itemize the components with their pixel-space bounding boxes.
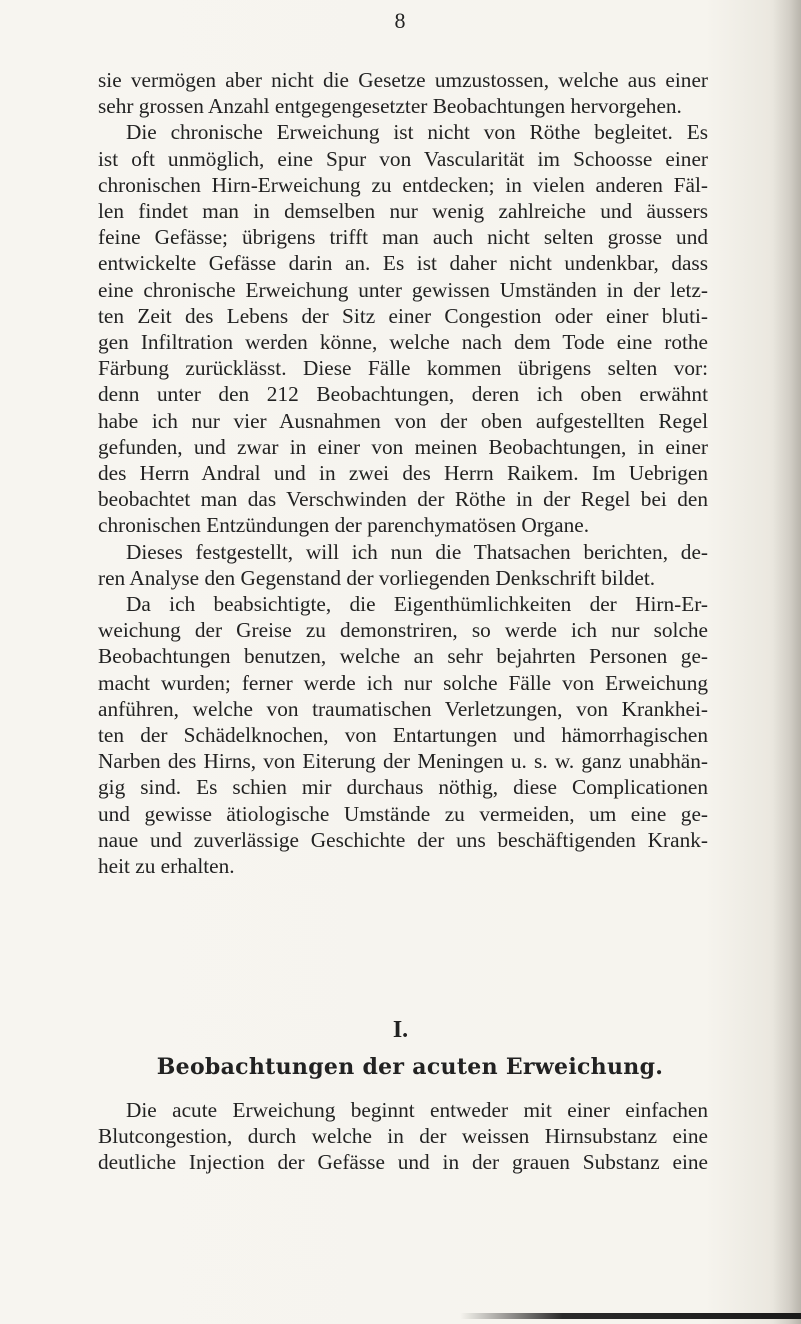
- text-line: Blutcongestion, durch welche in der weissen Hirnsubstanz eine: [98, 1124, 708, 1149]
- text-line: gefunden, und zwar in einer von meinen Beobachtungen, in einer: [98, 434, 708, 459]
- section-title: Beobachtungen der acuten Erweichung.: [156, 1054, 664, 1080]
- text-line: len findet man in demselben nur wenig zahlreiche und äussers: [98, 199, 708, 224]
- text-line: Dieses festgestellt, will ich nun die Thatsachen berichten, de-: [126, 539, 708, 564]
- section-text: [98, 1097, 708, 1176]
- section-number: I.: [392, 1017, 409, 1043]
- text-line: ist oft unmöglich, eine Spur von Vascularität im Schoosse einer: [98, 146, 708, 171]
- text-line: gen Infiltration werden könne, welche nach dem Tode eine rothe: [98, 330, 708, 355]
- text-line: feine Gefässe; übrigens trifft man auch nicht selten grosse und: [98, 225, 708, 250]
- text-line: denn unter den 212 Beobachtungen, deren ich oben erwähnt: [98, 382, 708, 407]
- text-line: Färbung zurücklässt. Diese Fälle kommen übrigens selten vor:: [98, 356, 708, 381]
- text-line: sehr grossen Anzahl entgegengesetzter Beobachtungen hervorgehen.: [98, 94, 682, 119]
- text-line: des Herrn Andral und in zwei des Herrn Raikem. Im Uebrigen: [98, 461, 708, 486]
- text-line: Die chronische Erweichung ist nicht von Röthe begleitet. Es: [126, 120, 708, 145]
- text-line: heit zu erhalten.: [98, 854, 235, 879]
- bottom-edge-rule: [460, 1313, 801, 1319]
- page-number: 8: [394, 8, 407, 33]
- text-line: Da ich beabsichtigte, die Eigenthümlichkeiten der Hirn-Er-: [126, 592, 708, 617]
- text-line: ten Zeit des Lebens der Sitz einer Congestion oder einer bluti-: [98, 303, 708, 328]
- text-line: ten der Schädelknochen, von Entartungen und hämorrhagischen: [98, 723, 708, 748]
- text-line: entwickelte Gefässe darin an. Es ist daher nicht undenkbar, dass: [98, 251, 708, 276]
- text-line: deutliche Injection der Gefässe und in der grauen Substanz eine: [98, 1150, 708, 1175]
- text-line: und gewisse ätiologische Umstände zu vermeiden, um eine ge-: [98, 801, 708, 826]
- text-line: Beobachtungen benutzen, welche an sehr bejahrten Personen ge-: [98, 644, 708, 669]
- text-line: Narben des Hirns, von Eiterung der Meningen u. s. w. ganz unabhän-: [98, 749, 708, 774]
- text-line: weichung der Greise zu demonstriren, so werde ich nur solche: [98, 618, 708, 643]
- text-line: gig sind. Es schien mir durchaus nöthig, diese Complicationen: [98, 775, 708, 800]
- body-text: [98, 67, 708, 879]
- text-line: anführen, welche von traumatischen Verletzungen, von Krankhei-: [98, 696, 708, 721]
- text-line: chronischen Hirn-Erweichung zu entdecken; in vielen anderen Fäl-: [98, 172, 708, 197]
- text-line: eine chronische Erweichung unter gewissen Umständen in der letz-: [98, 277, 708, 302]
- text-line: ren Analyse den Gegenstand der vorliegenden Denkschrift bildet.: [98, 565, 656, 590]
- text-line: chronischen Entzündungen der parenchymatösen Organe.: [98, 513, 590, 538]
- text-line: sie vermögen aber nicht die Gesetze umzustossen, welche aus einer: [98, 68, 708, 92]
- text-line: macht wurden; ferner werde ich nur solche Fälle von Erweichung: [98, 670, 708, 695]
- text-line: beobachtet man das Verschwinden der Röthe in der Regel bei den: [98, 487, 708, 512]
- page-gutter-shadow: [773, 0, 801, 1324]
- text-line: naue und zuverlässige Geschichte der uns beschäftigenden Krank-: [98, 827, 708, 852]
- text-line: Die acute Erweichung beginnt entweder mit einer einfachen: [126, 1098, 708, 1122]
- text-line: habe ich nur vier Ausnahmen von der oben aufgestellten Regel: [98, 408, 708, 433]
